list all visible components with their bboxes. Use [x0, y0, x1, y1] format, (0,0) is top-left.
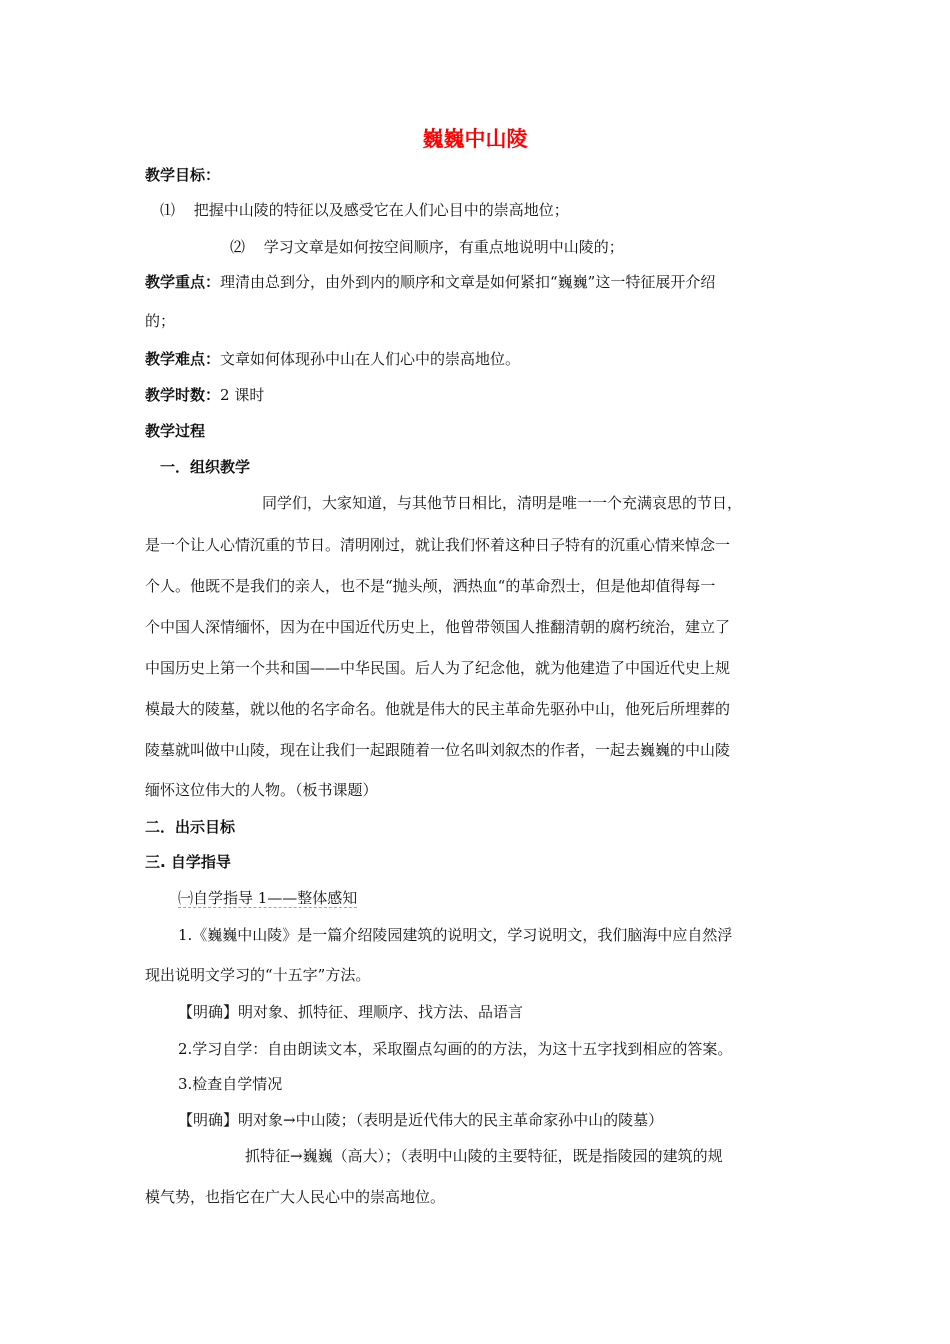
goal-item-1-text: 把握中山陵的特征以及感受它在人们心目中的崇高地位；	[193, 201, 569, 219]
section-3-heading: 三. 自学指导	[145, 853, 231, 871]
key-points-text-line-1: 理清由总到分，由外到内的顺序和文章是如何紧扣“巍巍”这一特征展开介绍	[220, 273, 716, 291]
goal-item-2-number: ⑵	[230, 238, 246, 256]
item-3: 3.检查自学情况	[178, 1075, 283, 1093]
paragraph-line: 同学们，大家知道，与其他节日相比，清明是唯一一个充满哀思的节日，	[262, 494, 743, 512]
goal-item-2-text: 学习文章是如何按空间顺序，有重点地说明中山陵的；	[263, 238, 624, 256]
goals-section	[145, 165, 220, 185]
guide-1-title-text: ㈠自学指导 1——整体感知	[178, 889, 358, 907]
goal-item-1	[160, 200, 569, 220]
goal-item-2	[230, 237, 624, 257]
section-1-heading: 一．组织教学	[160, 458, 251, 476]
paragraph-line: 个人。他既不是我们的亲人，也不是“抛头颅，洒热血“的革命烈士，但是他却值得每一	[145, 577, 716, 595]
process-label: 教学过程	[145, 422, 206, 440]
paragraph-line: 模最大的陵墓，就以他的名字命名。他就是伟大的民主革命先驱孙中山，他死后所埋葬的	[145, 700, 731, 718]
feature-line-2: 模气势，也指它在广大人民心中的崇高地位。	[145, 1188, 446, 1206]
item-1-line-2: 现出说明文学习的“十五字”方法。	[145, 966, 371, 984]
paragraph-line: 缅怀这位伟大的人物。（板书课题）	[145, 781, 378, 799]
item-1-line-1: 1.《巍巍中山陵》是一篇介绍陵园建筑的说明文，学习说明文，我们脑海中应自然浮	[178, 926, 733, 944]
mingque-2: 【明确】明对象→中山陵；（表明是近代伟大的民主革命家孙中山的陵墓）	[178, 1111, 664, 1129]
goals-label: 教学目标：	[145, 166, 221, 184]
key-points	[145, 272, 715, 292]
paragraph-line: 个中国人深情缅怀，因为在中国近代历史上，他曾带领国人推翻清朝的腐朽统治，建立了	[145, 618, 731, 636]
mingque-1: 【明确】明对象、抓特征、理顺序、找方法、品语言	[178, 1003, 524, 1021]
goal-item-1-number: ⑴	[160, 201, 176, 219]
paragraph-line: 是一个让人心情沉重的节日。清明刚过，就让我们怀着这种日子特有的沉重心情来悼念一	[145, 536, 731, 554]
document-title: 巍巍中山陵	[422, 127, 528, 151]
paragraph-line: 陵墓就叫做中山陵，现在让我们一起跟随着一位名叫刘叙杰的作者，一起去巍巍的中山陵	[145, 741, 731, 759]
paragraph-line: 中国历史上第一个共和国——中华民国。后人为了纪念他，就为他建造了中国近代史上规	[145, 659, 731, 677]
feature-line-1: 抓特征→巍巍（高大）；（表明中山陵的主要特征，既是指陵园的建筑的规	[245, 1147, 723, 1165]
difficulty	[145, 349, 520, 369]
teaching-hours	[145, 385, 264, 405]
item-2: 2.学习自学：自由朗读文本，采取圈点勾画的的方法，为这十五字找到相应的答案。	[178, 1040, 733, 1058]
section-2-heading: 二．出示目标	[145, 818, 236, 836]
guide-1-title	[178, 888, 357, 908]
hours-label: 教学时数：	[145, 386, 221, 404]
hours-text: 2 课时	[220, 386, 265, 404]
difficulty-label: 教学难点：	[145, 350, 221, 368]
key-points-text-line-2: 的；	[145, 312, 176, 330]
key-points-label: 教学重点：	[145, 273, 221, 291]
difficulty-text: 文章如何体现孙中山在人们心中的崇高地位。	[220, 350, 521, 368]
